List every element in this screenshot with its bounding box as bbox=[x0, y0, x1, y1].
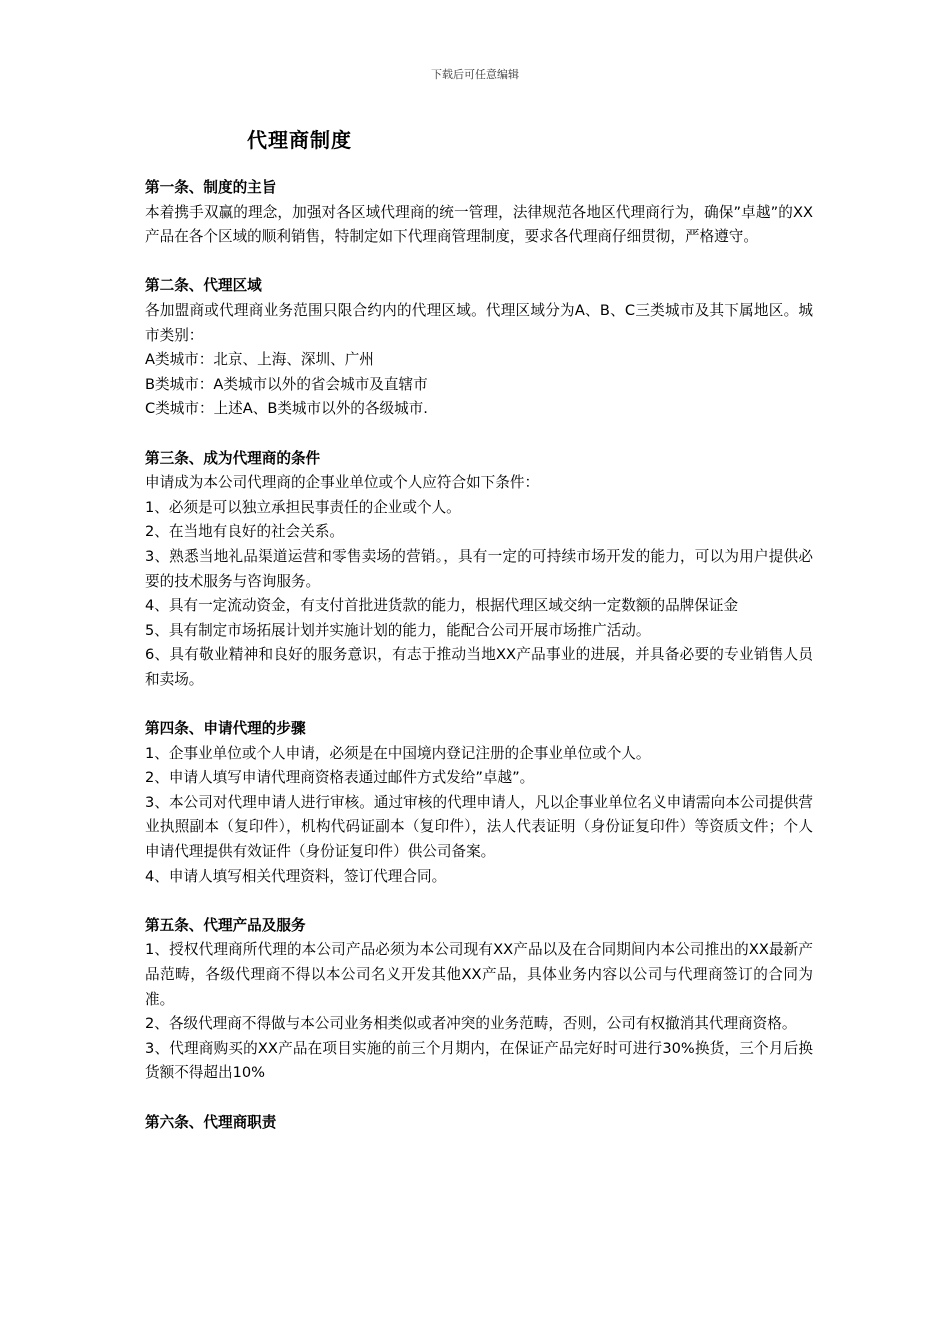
section-heading: 第一条、制度的主旨 bbox=[145, 179, 277, 196]
section-heading: 第四条、申请代理的步骤 bbox=[145, 720, 306, 738]
list-item: 3、本公司对代理申请人进行审核。通过审核的代理申请人，凡以企事业单位名义申请需向本公司提供营业执照副本（复印件），机构代码证副本（复印件），法人代表证明（身份证复印件）等资质文件；个人申请代理提供有效证件（身份证复印件）供公司备案。 bbox=[145, 793, 813, 861]
list-item: 1、企事业单位或个人申请，必须是在中国境内登记注册的企事业单位或个人。 bbox=[145, 744, 651, 762]
document-body bbox=[145, 176, 813, 1160]
section-article-1 bbox=[145, 176, 813, 250]
list-item: 6、具有敬业精神和良好的服务意识，有志于推动当地XX产品事业的进展，并具备必要的专业销售人员和卖场。 bbox=[145, 646, 813, 688]
list-item: 3、代理商购买的XX产品在项目实施的前三个月期内，在保证产品完好时可进行30%换货，三个月后换货额不得超出10% bbox=[145, 1039, 813, 1082]
paragraph: A类城市：北京、上海、深圳、广州 bbox=[145, 351, 374, 369]
list-item: 2、在当地有良好的社会关系。 bbox=[145, 523, 345, 541]
list-item: 2、各级代理商不得做与本公司业务相类似或者冲突的业务范畴，否则，公司有权撤消其代理商资格。 bbox=[145, 1015, 797, 1033]
section-article-3 bbox=[145, 447, 813, 693]
list-item: 2、申请人填写申请代理商资格表通过邮件方式发给”卓越”。 bbox=[145, 769, 535, 787]
section-article-2 bbox=[145, 274, 813, 422]
list-item: 5、具有制定市场拓展计划并实施计划的能力，能配合公司开展市场推广活动。 bbox=[145, 621, 651, 639]
paragraph: 各加盟商或代理商业务范围只限合约内的代理区域。代理区域分为A、B、C三类城市及其下属地区。城市类别： bbox=[145, 301, 813, 344]
section-heading: 第二条、代理区域 bbox=[145, 277, 262, 295]
list-item: 3、熟悉当地礼品渠道运营和零售卖场的营销。，具有一定的可持续市场开发的能力，可以为用户提供必要的技术服务与咨询服务。 bbox=[145, 547, 813, 590]
list-item: 1、授权代理商所代理的本公司产品必须为本公司现有XX产品以及在合同期间内本公司推出的XX最新产品范畴，各级代理商不得以本公司名义开发其他XX产品，具体业务内容以公司与代理商签订的合同为准。 bbox=[145, 941, 813, 1008]
section-heading: 第五条、代理产品及服务 bbox=[145, 916, 306, 934]
paragraph: 本着携手双赢的理念，加强对各区域代理商的统一管理，法律规范各地区代理商行为，确保”卓越”的XX产品在各个区域的顺利销售，特制定如下代理商管理制度，要求各代理商仔细贯彻，严格遵守。 bbox=[145, 203, 813, 246]
section-article-6 bbox=[145, 1111, 813, 1136]
section-heading: 第六条、代理商职责 bbox=[145, 1113, 277, 1131]
page-header: 下载后可任意编辑 bbox=[431, 68, 519, 81]
document-title: 代理商制度 bbox=[247, 128, 352, 152]
section-heading: 第三条、成为代理商的条件 bbox=[145, 449, 321, 467]
section-article-5 bbox=[145, 914, 813, 1086]
list-item: 1、必须是可以独立承担民事责任的企业或个人。 bbox=[145, 498, 461, 516]
paragraph: B类城市：A类城市以外的省会城市及直辖市 bbox=[145, 375, 428, 393]
paragraph: C类城市：上述A、B类城市以外的各级城市. bbox=[145, 400, 428, 418]
list-item: 4、申请人填写相关代理资料，签订代理合同。 bbox=[145, 867, 447, 885]
paragraph: 申请成为本公司代理商的企事业单位或个人应符合如下条件： bbox=[145, 474, 540, 492]
section-article-4 bbox=[145, 717, 813, 889]
list-item: 4、具有一定流动资金，有支付首批进货款的能力，根据代理区域交纳一定数额的品牌保证金 bbox=[145, 597, 739, 615]
